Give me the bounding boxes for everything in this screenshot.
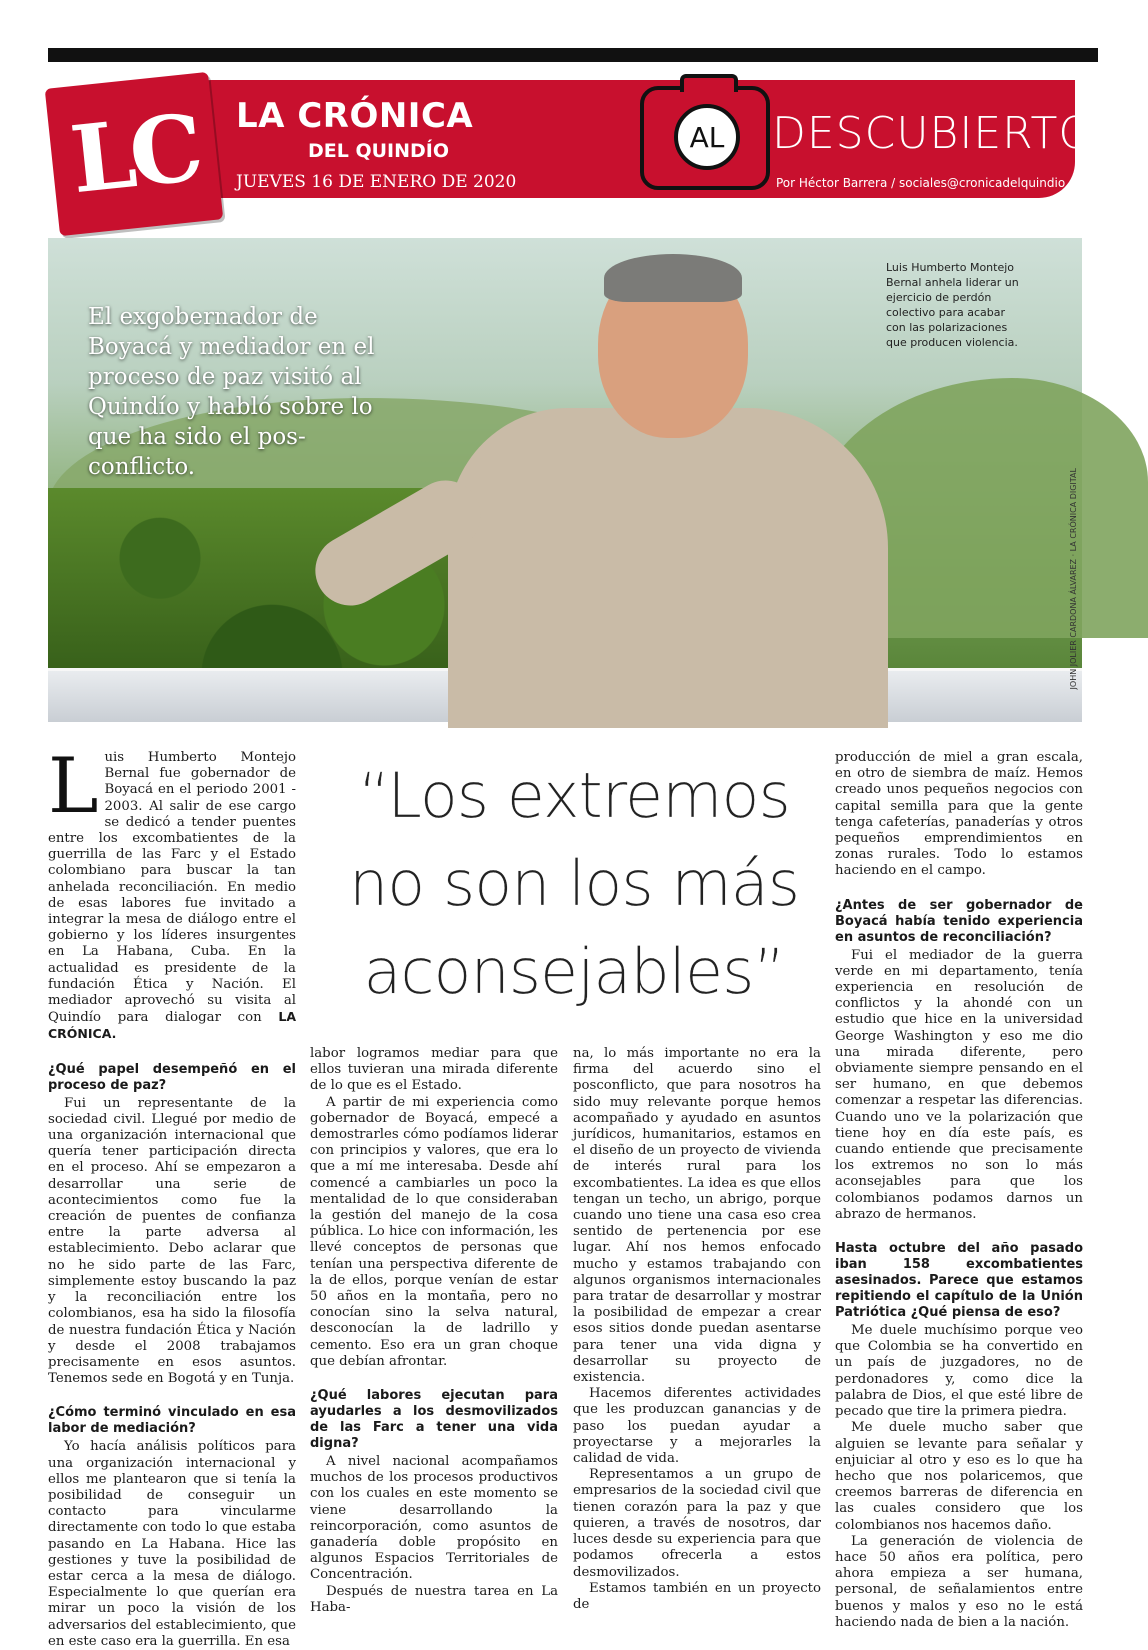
brand-mention: LA CRÓNICA. xyxy=(48,1009,296,1042)
intro-text: uis Humberto Montejo Bernal fue gobernador de Boyacá en el periodo 2001 - 2003. Al salir de ese cargo se dedicó a tender puentes entre los excombatientes de la guerrilla de las Farc y el Estado colombiano para buscar la tan anhelada reconciliación. En medio de esas labores fue invitado a integrar la mesa de diálogo entre el gobierno y los líderes insurgentes en La Habana, Cuba. En la actualidad es presidente de la fundación Ética y Nación. El mediador aprovechó su visita al Quindío para dialogar con xyxy=(48,750,296,1026)
person-shirt xyxy=(448,408,888,728)
answer: A nivel nacional acompañamos muchos de los procesos productivos con los cuales en este momento se viene desarrollando la reincorporación, como asuntos de ganadería doble propósito en algunos Espacios Territoriales de Concentración. xyxy=(310,1454,558,1583)
article-column-1 xyxy=(48,741,296,1650)
article-column-3 xyxy=(573,1046,821,1613)
paragraph: Después de nuestra tarea en La Haba- xyxy=(310,1583,558,1615)
newspaper-name: LA CRÓNICA xyxy=(236,96,474,136)
paragraph: Hacemos diferentes actividades que les produzcan ganancias y de paso los puedan ayudar a proyectarse y a mejorarles la calidad de vida. xyxy=(573,1386,821,1467)
question: ¿Qué papel desempeñó en el proceso de paz? xyxy=(48,1061,296,1093)
issue-date: JUEVES 16 DE ENERO DE 2020 xyxy=(236,172,517,192)
photo-lead: El exgobernador de Boyacá y mediador en el proceso de paz visitó al Quindío y habló sobre lo que ha sido el pos-conflicto. xyxy=(88,304,375,480)
answer: Yo hacía análisis políticos para una organización internacional y ellos me plantearon que si tenía la posibilidad de conseguir un contacto para vincularme directamente con todo lo que estaba pasando en La Habana. Hice las gestiones y tuve la posibilidad de estar cerca a la mesa de diálogo. Especialmente lo que querían era mirar un poco la visión de los adversarios del establecimiento, que en este caso era la guerrilla. En esa xyxy=(48,1439,296,1649)
question: Hasta octubre del año pasado iban 158 excombatientes asesinados. Parece que estamos repitiendo el capítulo de la Unión Patriótica ¿Qué piensa de eso? xyxy=(835,1241,1083,1321)
photo-person xyxy=(408,258,928,722)
paragraph: na, lo más importante no era la firma del acuerdo sino el posconflicto, que para nosotros ha sido muy relevante porque hemos acompañado y ayudado en asuntos jurídicos, humanitarios, estamos en el diseño de un proyecto de vivienda de interés rural para los excombatientes. La idea es que ellos tengan un techo, un abrigo, porque cuando uno tiene una casa eso crea sentido de pertenencia por ese lugar. Ahí nos hemos enfocado mucho y estamos trabajando con algunos organismos internacionales para tratar de desarrollar y mostrar la posibilidad de empezar a crear esos sitios donde puedan asentarse para tener una vida digna y desarrollar su proyecto de existencia. xyxy=(573,1046,821,1386)
section-title: DESCUBIERTO xyxy=(772,108,1095,159)
paragraph: Me duele mucho saber que alguien se levante para señalar y enjuiciar al otro y eso es lo que ha hecho que nos polaricemos, que creemos barreras de diferencia en las cuales considero que los colombianos nos hacemos daño. xyxy=(835,1420,1083,1533)
newspaper-subtitle: DEL QUINDÍO xyxy=(308,140,450,162)
byline: Por Héctor Barrera / sociales@cronicadelquindio.com xyxy=(776,176,1095,190)
article-intro xyxy=(48,741,296,1044)
answer: Me duele muchísimo porque veo que Colombia se ha convertido en un país de juzgadores, no de perdonadores y, como dice la palabra de Dios, el que esté libre de pecado que tire la primera piedra. xyxy=(835,1323,1083,1420)
article-column-4 xyxy=(835,750,1083,1631)
paragraph: Representamos a un grupo de empresarios de la sociedad civil que tienen corazón para la paz y que quieren, a través de nosotros, dar luces desde su experiencia para que podamos ofrecerla a estos desmovilizados. xyxy=(573,1467,821,1580)
section-lens-text: AL xyxy=(689,120,725,154)
paragraph: La generación de violencia de hace 50 años era política, pero ahora empieza a ser humana, personal, de señalamientos entre buenos y malos y eso no le está haciendo nada de bien a la nación. xyxy=(835,1533,1083,1630)
photo-caption: Luis Humberto Montejo Bernal anhela liderar un ejercicio de perdón colectivo para acabar con las polarizaciones que producen violencia. xyxy=(886,261,1019,349)
top-rule xyxy=(48,48,1098,62)
question: ¿Antes de ser gobernador de Boyacá había tenido experiencia en asuntos de reconciliación? xyxy=(835,897,1083,945)
pull-quote: “Los extremos no son los más aconsejables” xyxy=(348,759,800,1008)
logo-text: LC xyxy=(65,93,203,215)
camera-lens xyxy=(674,104,740,170)
answer: Fui el mediador de la guerra verde en mi departamento, tenía experiencia en resolución de conflictos y la ahondé con un estudio que hice en la universidad George Washington y eso me dio una mirada diferente, pero obviamente siempre pensando en el ser humano, en que debemos comenzar a respetar las diferencias. Cuando uno ve la polarización que tiene hoy en día este país, es cuando entiende que precisamente los extremos no son lo más aconsejables para que los colombianos podamos darnos un abrazo de hermanos. xyxy=(835,947,1083,1222)
photo-credit: JOHN JOLIER CARDONA ÁLVAREZ · LA CRÓNICA DIGITAL xyxy=(1069,468,1078,690)
answer: Fui un representante de la sociedad civil. Llegué por medio de una organización internacional que quería tener participación directa en el proceso. Ahí se empezaron a desarrollar una serie de acontecimientos como fue la creación de puentes de confianza entre la parte adversa al establecimiento. Debo aclarar que no he sido parte de las Farc, simplemente estoy buscando la paz y la reconciliación entre los colombianos, esa ha sido la filosofía de nuestra fundación Ética y Nación y desde el 2008 trabajamos precisamente en esos asuntos. Tenemos sede en Bogotá y en Tunja. xyxy=(48,1095,296,1387)
camera-icon xyxy=(640,86,770,190)
person-hair xyxy=(604,254,742,302)
question: ¿Qué labores ejecutan para ayudarles a los desmovilizados de las Farc a tener una vida digna? xyxy=(310,1388,558,1452)
article-column-2 xyxy=(310,1046,558,1616)
paragraph: producción de miel a gran escala, en otro de siembra de maíz. Hemos creado unos pequeños negocios con capital semilla para que la gente tenga cafeterías, panaderías y otros pequeños emprendimientos en zonas rurales. Todo lo estamos haciendo en el campo. xyxy=(835,750,1083,879)
paragraph: A partir de mi experiencia como gobernador de Boyacá, empecé a demostrarles cómo podíamos liderar con principios y valores, que era lo que a mí me interesaba. Desde ahí comencé a cambiarles un poco la mentalidad de lo que consideraban la gestión del manejo de la cosa pública. Lo hice con información, les llevé conceptos de personas que tenían una perspectiva diferente de la de ellos, porque venían de estar 50 años en la montaña, pero no conocían sino la selva natural, desconocían la de ladrillo y cemento. Eso era un gran choque que debían afrontar. xyxy=(310,1094,558,1369)
paragraph: labor logramos mediar para que ellos tuvieran una mirada diferente de lo que es el Estado. xyxy=(310,1046,558,1094)
question: ¿Cómo terminó vinculado en esa labor de mediación? xyxy=(48,1405,296,1437)
paragraph: Estamos también en un proyecto de xyxy=(573,1580,821,1612)
dropcap: L xyxy=(48,741,99,830)
newspaper-logo xyxy=(45,72,224,236)
